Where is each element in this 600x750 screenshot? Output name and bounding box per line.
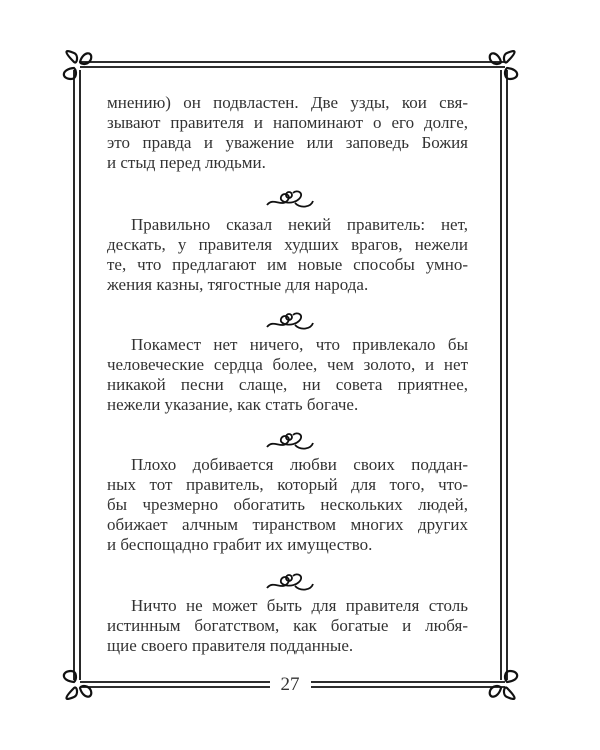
text-line: щие своего правителя подданные. [107,636,354,655]
text-line: те, что предлагают им новые способы умно- [107,255,468,274]
paragraph-3 [107,335,468,415]
text-line: мнению) он подвластен. Две узды, кои свя- [107,93,468,112]
swirl-ornament-icon [263,572,317,594]
paragraph-4 [107,455,468,555]
text-line: истинным богатством, как богатые и любя- [107,616,468,635]
text-line: Правильно сказал некий правитель: нет, [131,215,468,234]
page-number: 27 [275,673,305,697]
paragraph-5 [107,596,468,656]
text-line: и стыд перед людьми. [107,153,266,172]
text-line: дескать, у правителя худших врагов, нежели [107,235,468,254]
paragraph-2 [107,215,468,295]
text-line: Плохо добивается любви своих поддан- [131,455,468,474]
text-line: Ничто не может быть для правителя столь [131,596,468,615]
text-line: Покамест нет ничего, что привлекало бы [131,335,468,354]
swirl-ornament-icon [263,311,317,333]
text-line: зывают правителя и напоминают о его долге, [107,113,468,132]
swirl-ornament-icon [263,189,317,211]
text-line: бы чрезмерно обогатить нескольких людей, [107,495,468,514]
text-line: никакой песни слаще, ни совета приятнее, [107,375,468,394]
text-line: человеческие сердца более, чем золото, и нет [107,355,468,374]
text-line: нежели указание, как стать богаче. [107,395,359,414]
text-line: жения казны, тягостные для народа. [107,275,369,294]
text-line: и беспощадно грабит их имущество. [107,535,373,554]
text-line: ных тот правитель, который для того, что- [107,475,468,494]
text-line: это правда и уважение или заповедь Божия [107,133,468,152]
swirl-ornament-icon [263,431,317,453]
paragraph-1 [107,93,468,173]
text-line: обижает алчным тиранством многих других [107,515,468,534]
